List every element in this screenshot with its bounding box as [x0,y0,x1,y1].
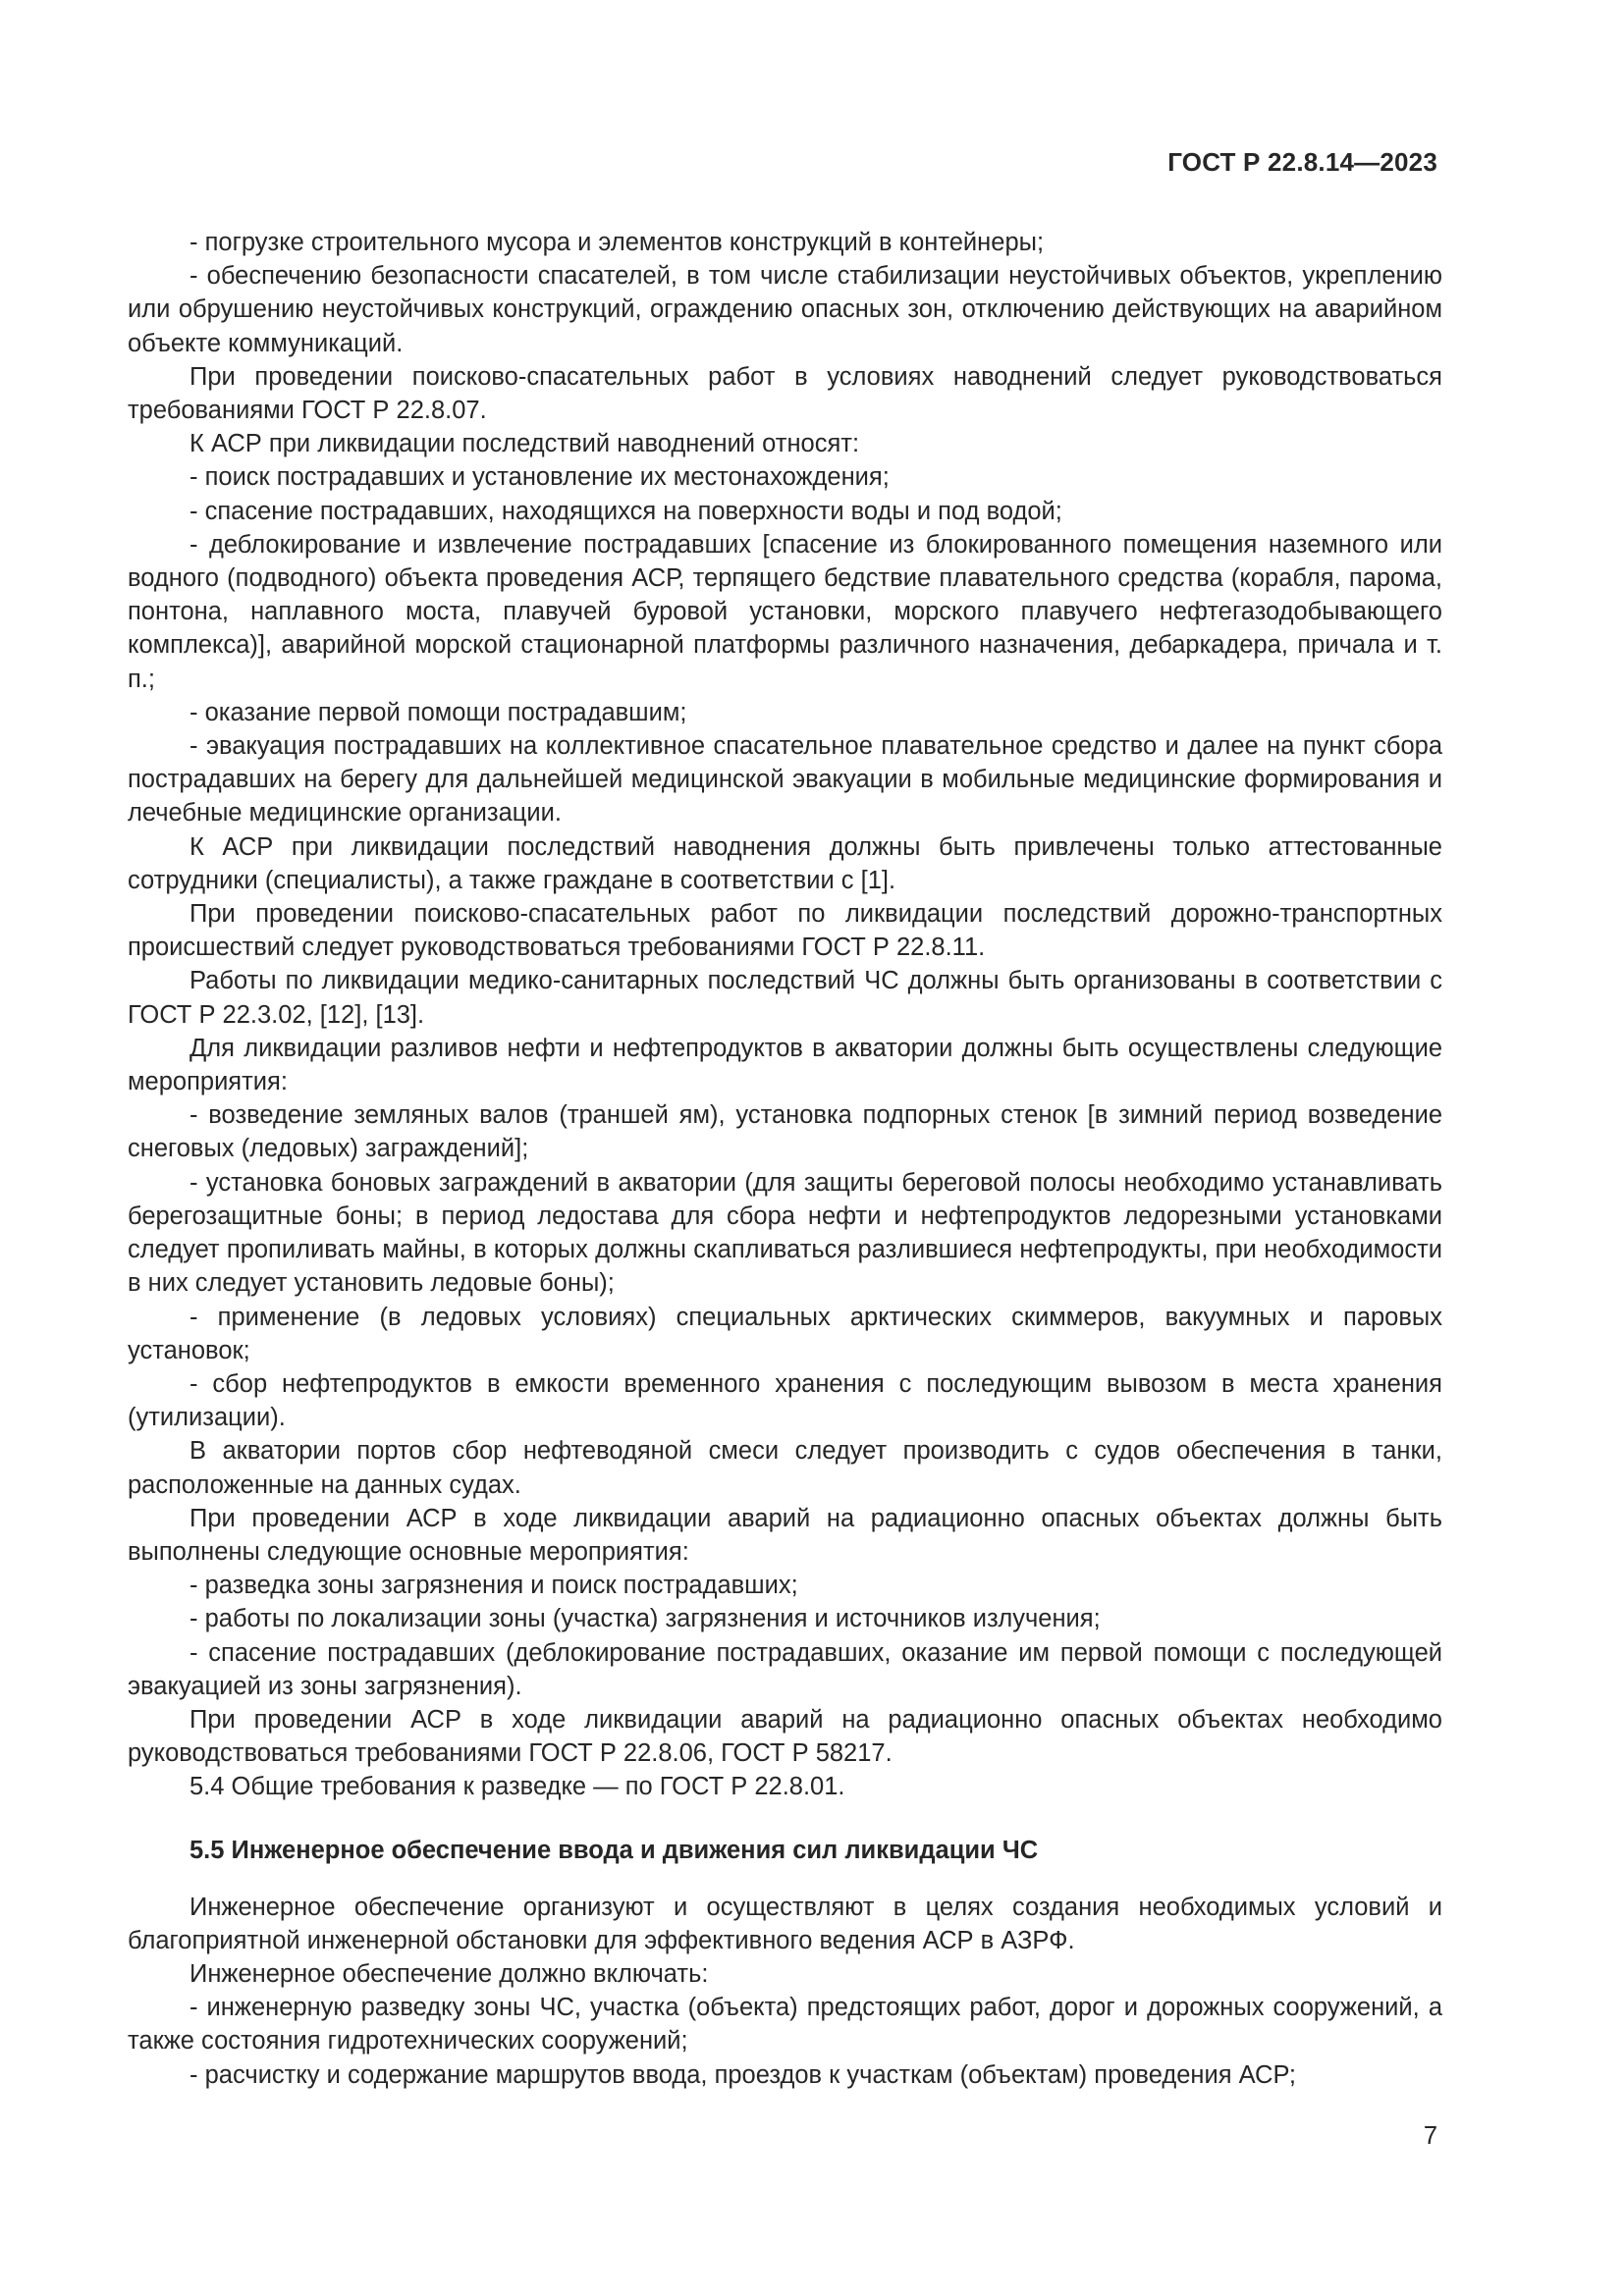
paragraph: - эвакуация пострадавших на коллективное спасательное плавательное средство и далее на пункт сбора пострадавших на берегу для дальнейшей медицинской эвакуации в мобильные медицинские формирования и лечебные медицинские организации. [128,732,1442,828]
paragraph: - деблокирование и извлечение пострадавших [спасение из блокированного помещения наземного или водного (подводного) объекта проведения АСР, терпящего бедствие плавательного средства (корабля, парома, понтона, наплавного моста, плавучей буровой установки, морского плавучего нефтегазодобывающего комплекса)], аварийной морской стационарной платформы различного назначения, дебаркадера, причала и т. п.; [128,530,1442,693]
paragraph: - оказание первой помощи пострадавшим; [189,698,687,726]
paragraph: - спасение пострадавших (деблокирование пострадавших, оказание им первой помощи с последующей эвакуацией из зоны загрязнения). [128,1638,1442,1700]
page-number: 7 [1423,2122,1437,2150]
paragraph: К АСР при ликвидации последствий наводнения должны быть привлечены только аттестованные сотрудники (специалисты), а также граждане в соответствии с [1]. [128,832,1442,894]
paragraph: При проведении поисково-спасательных работ в условиях наводнений следует руководствоваться требованиями ГОСТ Р 22.8.07. [128,362,1442,425]
paragraph: При проведении АСР в ходе ликвидации аварий на радиационно опасных объектах необходимо руководствоваться требованиями ГОСТ Р 22.8.06, ГОСТ Р 58217. [128,1705,1442,1768]
paragraph: - работы по локализации зоны (участка) загрязнения и источников излучения; [189,1605,1101,1633]
section-heading: 5.5 Инженерное обеспечение ввода и движения сил ликвидации ЧС [189,1836,1039,1864]
paragraph: К АСР при ликвидации последствий наводнений относят: [189,430,860,458]
paragraph: Для ликвидации разливов нефти и нефтепродуктов в акватории должны быть осуществлены следующие мероприятия: [128,1034,1442,1096]
paragraph: - разведка зоны загрязнения и поиск пострадавших; [189,1572,798,1600]
paragraph: - погрузке строительного мусора и элементов конструкций в контейнеры; [189,229,1045,256]
paragraph: При проведении АСР в ходе ликвидации аварий на радиационно опасных объектах должны быть выполнены следующие основные мероприятия: [128,1504,1442,1566]
paragraph: Работы по ликвидации медико-санитарных последствий ЧС должны быть организованы в соответствии с ГОСТ Р 22.3.02, [12], [13]. [128,967,1442,1029]
paragraph: Инженерное обеспечение организуют и осуществляют в целях создания необходимых условий и благоприятной инженерной обстановки для эффективного ведения АСР в АЗРФ. [128,1893,1442,1954]
paragraph: - поиск пострадавших и установление их местонахождения; [189,463,890,492]
paragraph: В акватории портов сбор нефтеводяной смеси следует производить с судов обеспечения в танки, расположенные на данных судах. [128,1437,1442,1499]
paragraph: - спасение пострадавших, находящихся на поверхности воды и под водой; [189,497,1062,525]
paragraph: Инженерное обеспечение должно включать: [189,1959,709,1988]
paragraph-group-engineering [128,1891,1442,2092]
paragraph: - применение (в ледовых условиях) специальных арктических скиммеров, вакуумных и паровых установок; [128,1303,1442,1364]
paragraph-group-main [128,226,1442,1804]
document-body [128,226,1442,2092]
paragraph: При проведении поисково-спасательных работ по ликвидации последствий дорожно-транспортных происшествий следует руководствоваться требованиями ГОСТ Р 22.8.11. [128,900,1442,962]
paragraph: - расчистку и содержание маршрутов ввода, проездов к участкам (объектам) проведения АСР; [189,2060,1296,2089]
paragraph: - сбор нефтепродуктов в емкости временного хранения с последующим вывозом в места хранения (утилизации). [128,1369,1442,1432]
paragraph: - инженерную разведку зоны ЧС, участка (объекта) предстоящих работ, дорог и дорожных сооружений, а также состояния гидротехнических сооружений; [128,1994,1442,2056]
paragraph: 5.4 Общие требования к разведке — по ГОСТ Р 22.8.01. [189,1773,845,1801]
document-header: ГОСТ Р 22.8.14—2023 [1167,147,1437,177]
paragraph: - установка боновых заграждений в акватории (для защиты береговой полосы необходимо устанавливать берегозащитные боны; в период ледостава для сбора нефти и нефтепродуктов ледорезными установками следует пропиливать майны, в которых должны скапливаться разлившиеся нефтепродукты, при необходимости в них следует установить ледовые боны); [128,1168,1442,1298]
paragraph: - обеспечению безопасности спасателей, в том числе стабилизации неустойчивых объектов, укреплению или обрушению неустойчивых конструкций, ограждению опасных зон, отключению действующих на аварийном объекте коммуникаций. [128,262,1442,357]
paragraph: - возведение земляных валов (траншей ям), установка подпорных стенок [в зимний период возведение снеговых (ледовых) заграждений]; [128,1101,1442,1163]
